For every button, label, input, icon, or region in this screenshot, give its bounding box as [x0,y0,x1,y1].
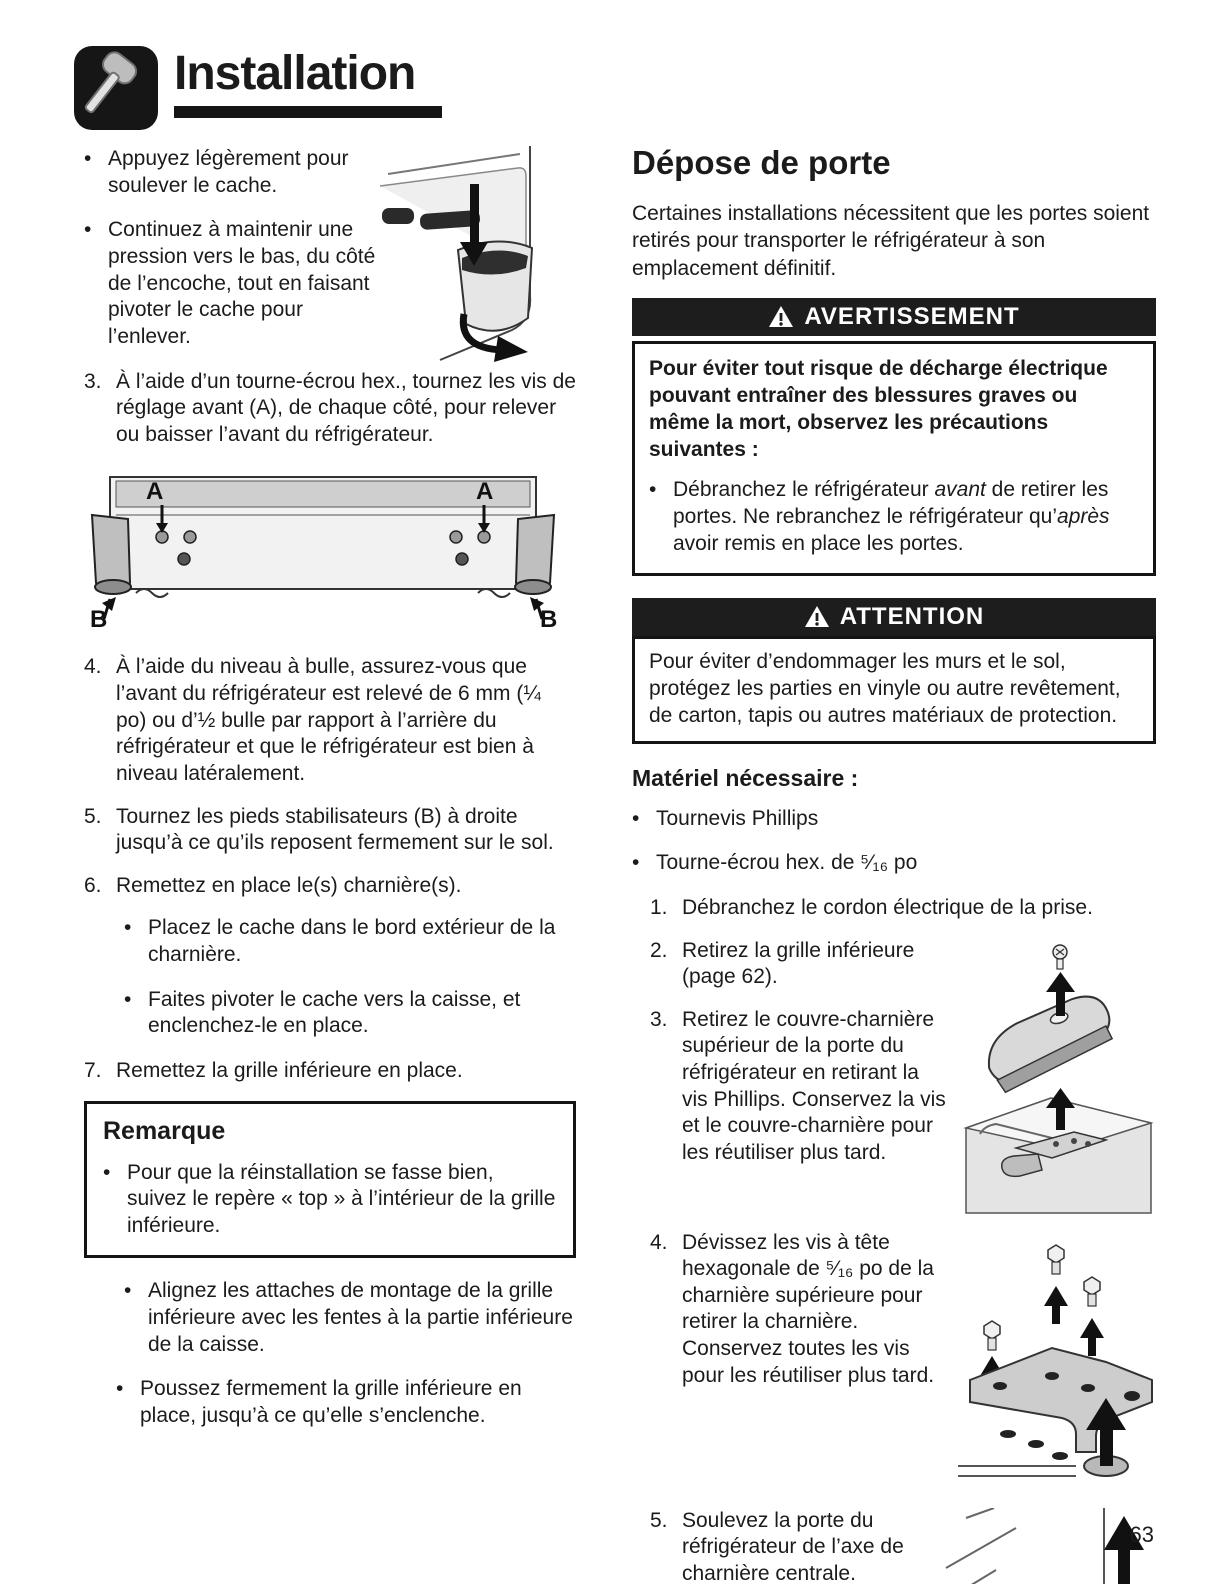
screw-icon [1053,945,1067,969]
step-number: 2. [650,938,668,962]
list-item [84,146,376,199]
left-column [84,146,576,1448]
step-text: Soulevez la porte du réfrigérateur de l’axe de charnière centrale. [682,1508,904,1584]
numbered-step [84,654,576,787]
list-item [124,915,576,968]
bullet-marker: • [116,1377,124,1401]
hex-screw-icon [984,1321,1000,1350]
step-text: Dévissez les vis à tête hexagonale de ⁵⁄₁₆ po de la charnière supérieure pour retirer la charnière. Conservez toutes les vis pour les réutiliser plus tard. [682,1230,935,1387]
list-item [116,1376,576,1429]
bullet-marker: • [84,218,92,242]
list-item [632,806,1156,833]
caution-block [632,598,1156,744]
label-a-left: A [146,477,164,505]
list-item [103,1160,557,1240]
step-number: 3. [650,1007,668,1031]
numbered-step [650,1230,956,1390]
bullet-marker: • [124,1279,132,1303]
figure-cache-removal [380,146,576,364]
bullet-text: Appuyez légèrement pour soulever le cache. [108,147,349,197]
caution-bar-label: ATTENTION [839,603,985,631]
warning-bullet-text: Débranchez le réfrigérateur avant de retirer les portes. Ne rebranchez le réfrigérateur qu’après avoir remis en place les portes. [673,478,1110,555]
page-title: Installation [174,47,416,100]
label-b-right: B [540,605,558,629]
step-number: 7. [84,1059,102,1083]
warning-bar-label: AVERTISSEMENT [804,302,1020,330]
numbered-step [650,1007,950,1167]
step-number: 4. [650,1230,668,1254]
figure-center-hinge [936,1508,1156,1584]
bullet-text: Placez le cache dans le bord extérieur de la charnière. [148,916,556,967]
warning-box [632,341,1156,576]
title-underline [174,106,442,118]
caution-text: Pour éviter d’endommager les murs et le sol, protégez les parties en vinyle ou autre revêtement, de carton, tapis ou autres matériaux de protection. [649,650,1121,727]
step-number: 5. [650,1508,668,1532]
step-text: Débranchez le cordon électrique de la prise. [682,895,1093,919]
bullet-text: Faites pivoter le cache vers la caisse, et enclenchez-le en place. [148,987,521,1038]
list-item [632,850,1156,877]
material-item: Tourne-écrou hex. de ⁵⁄₁₆ po [656,851,918,875]
caution-bar [632,598,1156,636]
step-number: 4. [84,655,102,679]
bullet-marker: • [124,916,132,940]
numbered-step [84,873,576,900]
bullet-marker: • [632,851,640,875]
warning-triangle-icon [804,605,830,629]
step-text: Retirez la grille inférieure (page 62). [682,938,915,989]
step-number: 5. [84,804,102,828]
figure-hinge-cover [956,938,1156,1216]
bullet-marker: • [632,806,640,830]
numbered-step [650,1508,936,1584]
warning-bar [632,298,1156,336]
section-header [72,44,442,132]
hex-screw-icon [1084,1277,1100,1306]
step-number: 6. [84,873,102,897]
bullet-marker: • [103,1160,111,1184]
figure-front-leveling [84,471,562,629]
step-number: 3. [84,369,102,393]
label-b-left: B [90,605,108,629]
section-title: Dépose de porte [632,144,891,181]
step-text: Tournez les pieds stabilisateurs (B) à droite jusqu’à ce qu’ils reposent fermement sur le sol. [116,804,554,855]
warning-bold-text: Pour éviter tout risque de décharge électrique pouvant entraîner des blessures graves ou même la mort, observez les précautions suivantes : [649,356,1108,461]
step-number: 1. [650,895,668,919]
bullet-text: Alignez les attaches de montage de la grille inférieure avec les fentes à la partie inférieure de la caisse. [148,1279,573,1356]
material-item: Tournevis Phillips [656,806,819,830]
bullet-marker: • [84,147,92,170]
list-item [124,1278,576,1358]
step-text: À l’aide du niveau à bulle, assurez-vous que l’avant du réfrigérateur est relevé de 6 mm (¼ po) ou d’½ bulle par rapport à l’arrière du réfrigérateur et que le réfrigérateur est bien à niveau latéralement. [116,655,541,785]
list-item [124,987,576,1040]
step-text: À l’aide d’un tourne-écrou hex., tournez les vis de réglage avant (A), de chaque côté, pour relever ou baisser l’avant du réfrigérateur. [116,369,576,446]
bullet-text: Poussez fermement la grille inférieure en place, jusqu’à ce qu’elle s’enclenche. [140,1377,522,1428]
installation-logo-icon [72,44,160,132]
bullet-marker: • [124,987,132,1011]
warning-triangle-icon [768,305,794,329]
caution-box [632,636,1156,744]
step-text: Retirez le couvre-charnière supérieur de la porte du réfrigérateur en retirant la vis Phillips. Conservez la vis et le couvre-charnière pour les réutiliser plus tard. [682,1007,946,1165]
figure-top-hinge [956,1230,1161,1482]
numbered-step [84,369,576,449]
numbered-step [84,1058,576,1085]
note-title: Remarque [103,1116,226,1145]
step-text: Remettez en place le(s) charnière(s). [116,873,462,897]
step-text: Remettez la grille inférieure en place. [116,1059,463,1083]
section-intro: Certaines installations nécessitent que les portes soient retirés pour transporter le réfrigérateur à son emplacement définitif. [632,202,1150,280]
right-column [632,146,1156,1584]
hex-screw-icon [1048,1245,1064,1274]
materials-heading: Matériel nécessaire : [632,765,859,792]
list-item [84,217,376,350]
numbered-step [84,804,576,857]
page-number: 63 [1129,1522,1154,1547]
numbered-step [650,895,1156,922]
bullet-marker: • [649,478,657,502]
list-item [649,477,1139,557]
note-box [84,1101,576,1259]
label-a-right: A [476,477,494,505]
numbered-step [650,938,950,991]
bullet-text: Continuez à maintenir une pression vers le bas, du côté de l’encoche, tout en faisant pivoter le cache pour l’enlever. [108,218,376,348]
warning-block [632,298,1156,576]
note-bullet-text: Pour que la réinstallation se fasse bien, suivez le repère « top » à l’intérieur de la grille inférieure. [127,1160,556,1237]
